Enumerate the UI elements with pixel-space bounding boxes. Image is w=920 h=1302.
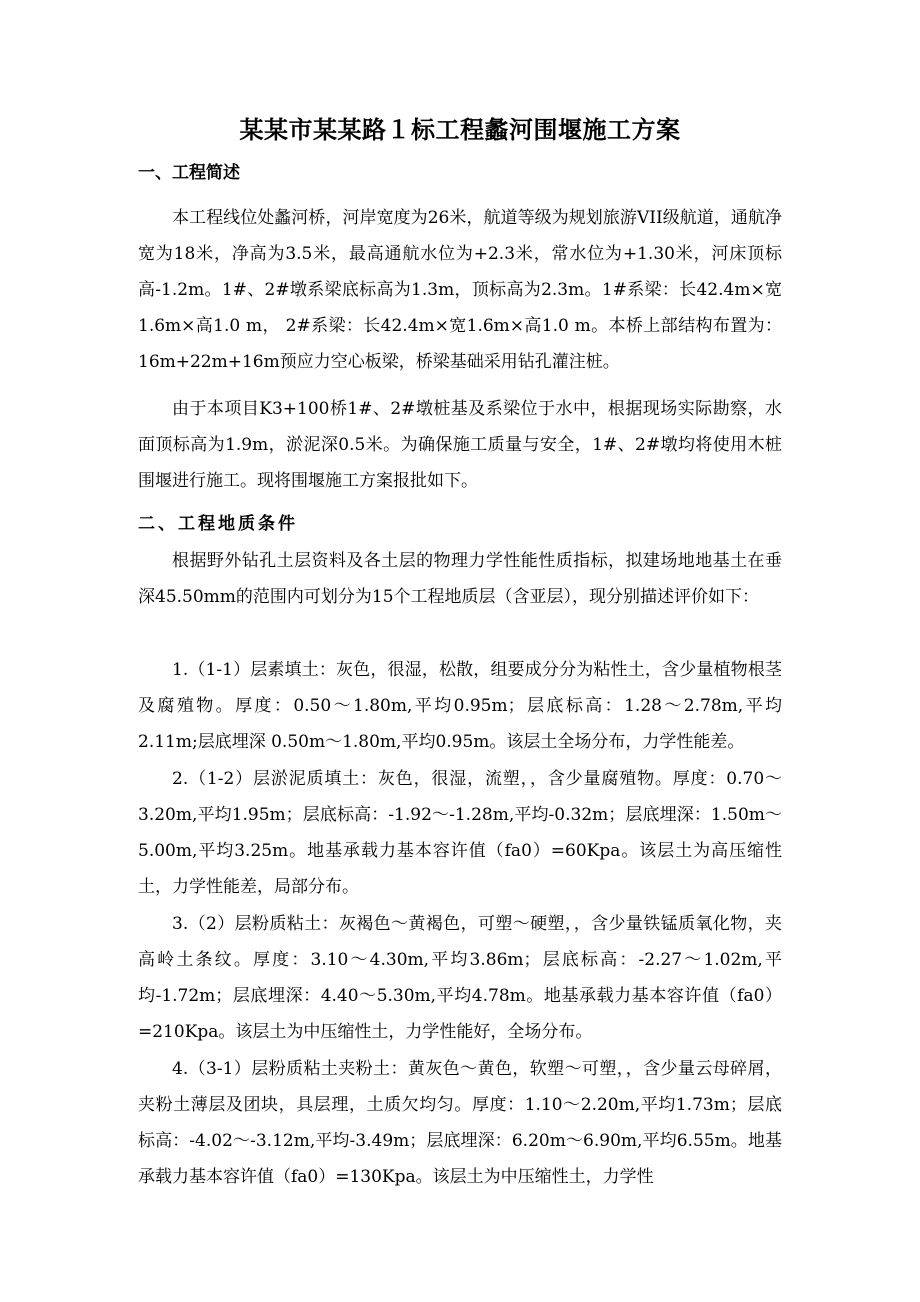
overview-paragraph-2: 由于本项目K3+100桥1#、2#墩桩基及系梁位于水中，根据现场实际勘察，水面顶标高为1.9m，淤泥深0.5米。为确保施工质量与安全，1#、2#墩均将使用木桩围堰进行施工。现将围堰施工方案报批如下。	[138, 399, 782, 491]
document-title: 某某市某某路１标工程蠡河围堰施工方案	[239, 115, 681, 144]
geology-layer-2-paragraph: 2.（1-2）层淤泥质填土：灰色，很湿，流塑，，含少量腐殖物。厚度：0.70～3.20m,平均1.95m；层底标高：-1.92～-1.28m,平均-0.32m；层底埋深：1.50m～5.00m,平均3.25m。地基承载力基本容许值（fa0）=60Kpa。该层土为高压缩性土，力学性能差，局部分布。	[138, 769, 782, 897]
geology-layer-1-paragraph: 1.（1-1）层素填土：灰色，很湿，松散，组要成分分为粘性土，含少量植物根茎及腐殖物。厚度：0.50～1.80m,平均0.95m；层底标高：1.28～2.78m,平均2.11m;层底埋深 0.50m～1.80m,平均0.95m。该层土全场分布，力学性能差。	[138, 660, 782, 752]
overview-paragraph-1: 本工程线位处蠡河桥，河岸宽度为26米，航道等级为规划旅游VII级航道，通航净宽为18米，净高为3.5米，最高通航水位为+2.3米，常水位为+1.30米，河床顶标高-1.2m。1#、2#墩系梁底标高为1.3m，顶标高为2.3m。1#系梁：长42.4m×宽1.6m×高1.0 m， 2#系梁：长42.4m×宽1.6m×高1.0 m。本桥上部结构布置为：16m+22m+16m预应力空心板梁，桥梁基础采用钻孔灌注桩。	[138, 208, 782, 372]
geology-intro-paragraph: 根据野外钻孔土层资料及各土层的物理力学性能性质指标，拟建场地地基土在垂深45.50mm的范围内可划分为15个工程地质层（含亚层），现分别描述评价如下：	[138, 551, 782, 607]
section-heading-geology: 二、工程地质条件	[138, 514, 298, 534]
geology-layer-3-paragraph: 3.（2）层粉质粘土：灰褐色～黄褐色，可塑～硬塑，，含少量铁锰质氧化物，夹高岭土条纹。厚度：3.10～4.30m,平均3.86m；层底标高：-2.27～1.02m,平均-1.72m；层底埋深：4.40～5.30m,平均4.78m。地基承载力基本容许值（fa0）=210Kpa。该层土为中压缩性土，力学性能好，全场分布。	[138, 914, 782, 1042]
section-heading-overview: 一、工程简述	[138, 163, 240, 183]
geology-layer-4-paragraph: 4.（3-1）层粉质粘土夹粉土：黄灰色～黄色，软塑～可塑，，含少量云母碎屑，夹粉土薄层及团块，具层理，土质欠均匀。厚度：1.10～2.20m,平均1.73m；层底标高：-4.02～-3.12m,平均-3.49m；层底埋深：6.20m～6.90m,平均6.55m。地基承载力基本容许值（fa0）=130Kpa。该层土为中压缩性土，力学性	[138, 1059, 782, 1187]
